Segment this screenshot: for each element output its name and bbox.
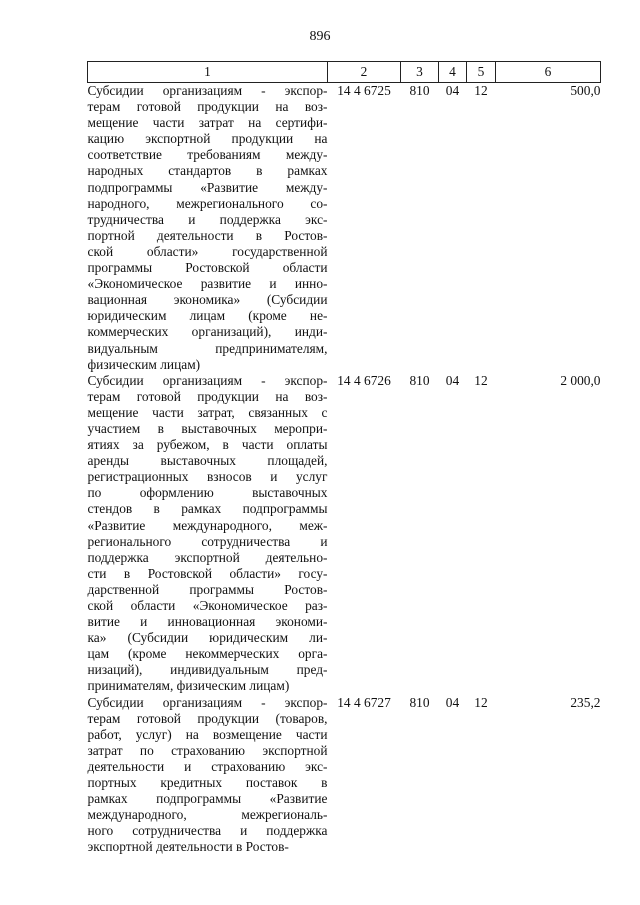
row-description <box>88 83 328 373</box>
description-line: народных стандартов в рамках <box>87 163 328 179</box>
description-line: трудничества и поддержка экс- <box>87 211 328 227</box>
description-line: Субсидии организациям - экспор- <box>87 694 328 710</box>
description-line: ской области» государственной <box>87 243 328 259</box>
description-line: международного, межрегиональ- <box>87 807 328 823</box>
description-line: соответствие требованиям между- <box>87 147 328 163</box>
description-line: по оформлению выставочных <box>87 485 328 501</box>
row-code: 14 4 6727 <box>337 694 391 710</box>
row-section: 04 <box>445 694 460 710</box>
description-line: «Экономическое развитие и инно- <box>87 276 328 292</box>
description-line: низаций), индивидуальным пред- <box>87 662 328 678</box>
budget-table <box>87 61 601 856</box>
description-line: ятиях за рубежом, в части оплаты <box>87 437 328 453</box>
description-line: деятельности и страхованию экс- <box>87 758 328 774</box>
header-col-3: 3 <box>401 62 439 83</box>
row-amount: 235,2 <box>570 694 601 710</box>
table-row <box>88 373 601 695</box>
description-line: юридическим лицам (кроме не- <box>87 308 328 324</box>
description-line: сти в Ростовской области» госу- <box>87 565 328 581</box>
row-subsection: 12 <box>474 694 488 710</box>
description-line: портной деятельности в Ростов- <box>87 227 328 243</box>
header-col-2: 2 <box>328 62 401 83</box>
header-col-6: 6 <box>496 62 601 83</box>
table-header <box>88 62 601 83</box>
description-line: мещение части затрат на сертифи- <box>87 115 328 131</box>
row-section: 04 <box>445 83 460 98</box>
description-line: терам готовой продукции на воз- <box>87 99 328 115</box>
page-number: 896 <box>309 29 331 44</box>
table-row <box>88 83 601 373</box>
description-line: терам готовой продукции на воз- <box>87 388 328 404</box>
row-code: 14 4 6726 <box>337 372 391 388</box>
description-line: рамках подпрограммы «Развитие <box>87 791 328 807</box>
description-line: принимателям, физическим лицам) <box>87 678 290 694</box>
table-row <box>88 695 601 856</box>
description-line: физическим лицам) <box>87 356 201 372</box>
description-line: аренды выставочных площадей, <box>87 453 328 469</box>
description-line: поддержка экспортной деятельно- <box>87 549 328 565</box>
description-line: «Развитие международного, меж- <box>87 517 328 533</box>
description-line: экспортной деятельности в Ростов- <box>87 839 289 855</box>
description-line: дарственной программы Ростов- <box>87 581 328 597</box>
description-line: портных кредитных поставок в <box>87 775 328 791</box>
row-amount: 500,0 <box>570 83 601 98</box>
description-line: витие и инновационная экономи- <box>87 614 328 630</box>
description-line: подпрограммы «Развитие между- <box>87 179 328 195</box>
row-expense-type: 810 <box>409 372 430 388</box>
description-line: участием в выставочных меропри- <box>87 420 328 436</box>
row-description <box>88 695 328 856</box>
description-line: Субсидии организациям - экспор- <box>87 372 328 388</box>
row-section: 04 <box>445 372 460 388</box>
row-expense-type: 810 <box>409 83 430 98</box>
header-col-5: 5 <box>467 62 496 83</box>
description-line: ного сотрудничества и поддержка <box>87 823 328 839</box>
row-subsection: 12 <box>474 372 488 388</box>
description-line: регионального сотрудничества и <box>87 533 328 549</box>
description-line: мещение части затрат, связанных с <box>87 404 328 420</box>
header-row <box>88 62 601 83</box>
description-line: работ, услуг) на возмещение части <box>87 726 328 742</box>
row-description <box>88 373 328 695</box>
header-col-4: 4 <box>439 62 467 83</box>
description-line: регистрационных взносов и услуг <box>87 469 328 485</box>
row-amount: 2 000,0 <box>560 372 601 388</box>
description-line: вационная экономика» (Субсидии <box>87 292 328 308</box>
header-col-1: 1 <box>88 62 328 83</box>
description-line: народного, межрегионального со- <box>87 195 328 211</box>
description-line: программы Ростовской области <box>87 260 328 276</box>
description-line: ской области «Экономическое раз- <box>87 598 328 613</box>
row-code: 14 4 6725 <box>337 83 391 98</box>
description-line: видуальным предпринимателям, <box>87 340 328 356</box>
description-line: терам готовой продукции (товаров, <box>87 710 328 726</box>
row-expense-type: 810 <box>409 694 430 710</box>
description-line: Субсидии организациям - экспор- <box>87 83 328 98</box>
description-line: стендов в рамках подпрограммы <box>87 501 328 517</box>
description-line: коммерческих организаций), инди- <box>87 324 328 340</box>
description-line: ка» (Субсидии юридическим ли- <box>87 630 328 646</box>
description-line: кацию экспортной продукции на <box>87 131 328 147</box>
description-line: затрат по страхованию экспортной <box>87 742 328 758</box>
description-line: цам (кроме некоммерческих орга- <box>87 646 328 662</box>
row-subsection: 12 <box>474 83 488 98</box>
table-body <box>88 83 601 856</box>
